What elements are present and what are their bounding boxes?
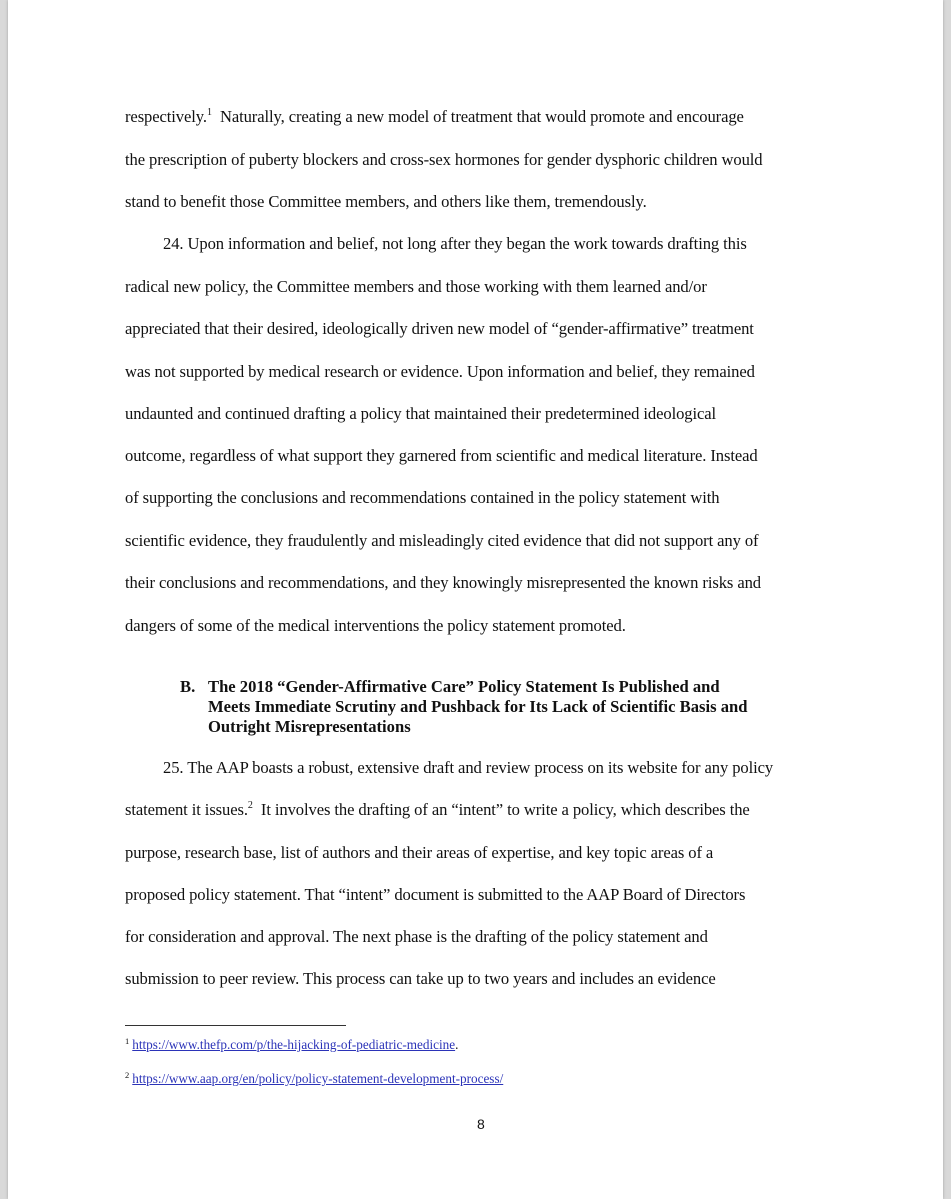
paragraph-25-line: purpose, research base, list of authors and their areas of expertise, and key topic areas of a [125,843,714,862]
paragraph-24-line: 24. Upon information and belief, not long after they began the work towards drafting this [163,234,747,253]
section-letter: B. [180,677,196,696]
paragraph-25-line: proposed policy statement. That “intent” document is submitted to the AAP Board of Directors [125,885,746,904]
section-heading [180,677,747,737]
paragraph-24-line: dangers of some of the medical interventions the policy statement promoted. [125,616,626,635]
footnote-1 [125,1037,458,1053]
footnote-reference-1[interactable]: 1 [206,107,212,118]
paragraph-23-line: the prescription of puberty blockers and cross-sex hormones for gender dysphoric children would [125,150,763,169]
section-heading-line [180,677,747,697]
paragraph-24-line: of supporting the conclusions and recommendations contained in the policy statement with [125,488,720,507]
text-run: respectively. [125,107,207,126]
footnote-link[interactable]: https://www.thefp.com/p/the-hijacking-of-pediatric-medicine [132,1037,456,1052]
footnote-reference-2[interactable]: 2 [247,800,253,811]
footnote-trailing: . [455,1037,459,1052]
text-run: It involves the drafting of an “intent” to write a policy, which describes the [252,800,750,819]
paragraph-24-line: radical new policy, the Committee members and those working with them learned and/or [125,277,707,296]
footnote-separator [125,1025,346,1026]
paragraph-24-line: scientific evidence, they fraudulently and misleadingly cited evidence that did not support any of [125,531,759,550]
document-page [8,0,943,1199]
paragraph-24-line: outcome, regardless of what support they garnered from scientific and medical literature. Instead [125,446,758,465]
paragraph-23-line [125,107,744,127]
paragraph-23-line: stand to benefit those Committee members, and others like them, tremendously. [125,192,647,211]
section-heading-line: Meets Immediate Scrutiny and Pushback for Its Lack of Scientific Basis and [208,697,748,716]
paragraph-25-line: 25. The AAP boasts a robust, extensive draft and review process on its website for any policy [163,758,774,777]
paragraph-24-line: was not supported by medical research or evidence. Upon information and belief, they remained [125,362,755,381]
section-heading-text: The 2018 “Gender-Affirmative Care” Policy Statement Is Published and [208,677,720,696]
footnote-2 [125,1071,503,1087]
paragraph-25-line: submission to peer review. This process can take up to two years and includes an evidence [125,969,716,988]
footnote-number: 1 [125,1036,130,1046]
paragraph-24-line: undaunted and continued drafting a policy that maintained their predetermined ideological [125,404,717,423]
paragraph-25-line [125,800,750,820]
section-heading-line: Outright Misrepresentations [208,717,411,736]
text-run: statement it issues. [125,800,248,819]
text-run: Naturally, creating a new model of treatment that would promote and encourage [211,107,744,126]
paragraph-25-line: for consideration and approval. The next phase is the drafting of the policy statement and [125,927,708,946]
paragraph-24-line: their conclusions and recommendations, and they knowingly misrepresented the known risks and [125,573,761,592]
footnote-link[interactable]: https://www.aap.org/en/policy/policy-statement-development-process/ [132,1071,504,1086]
footnote-number: 2 [125,1070,130,1080]
paragraph-24-line: appreciated that their desired, ideologically driven new model of “gender-affirmative” treatment [125,319,754,338]
page-number: 8 [477,1116,485,1132]
